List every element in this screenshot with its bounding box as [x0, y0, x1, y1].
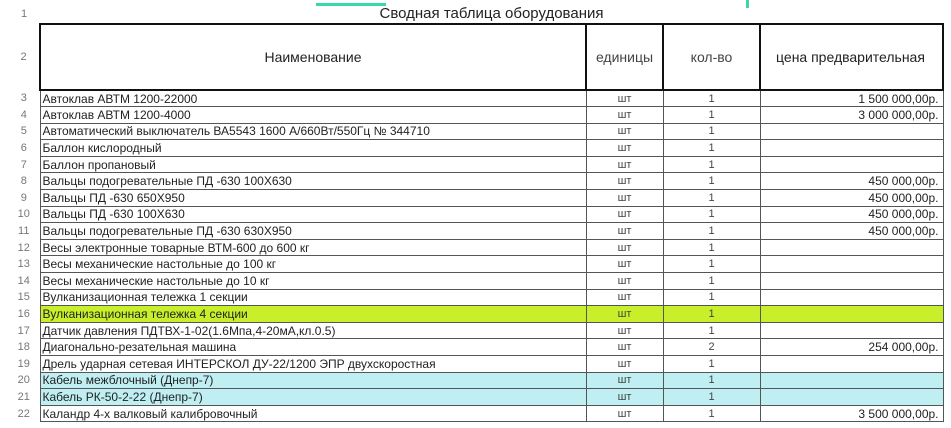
cell-qty[interactable]: 1 — [663, 90, 760, 107]
row-number: 14 — [17, 274, 30, 287]
cell-unit[interactable]: шт — [586, 140, 663, 157]
cell-unit[interactable]: шт — [586, 339, 663, 356]
row-number: 12 — [17, 241, 30, 254]
cell-price[interactable]: 3 500 000,00р. — [760, 405, 943, 422]
table-row — [8, 107, 943, 124]
table-row — [8, 306, 943, 323]
cell-name[interactable]: Вальцы ПД -630 650Х950 — [40, 190, 586, 207]
cell-unit[interactable]: шт — [586, 372, 663, 389]
cell-price[interactable] — [760, 256, 943, 273]
row-number: 11 — [18, 225, 30, 238]
cell-name[interactable]: Кабель РК-50-2-22 (Днепр-7) — [40, 389, 586, 406]
cell-price[interactable] — [760, 156, 943, 173]
cell-unit[interactable]: шт — [586, 256, 663, 273]
cell-qty[interactable]: 1 — [663, 190, 760, 207]
cell-unit[interactable]: шт — [586, 405, 663, 422]
cell-qty[interactable]: 1 — [663, 306, 760, 323]
header-row — [8, 24, 943, 90]
table-row — [8, 173, 943, 190]
row-number: 4 — [20, 108, 27, 121]
cell-name[interactable]: Каландр 4-х валковый калибровочный — [40, 405, 586, 422]
table-row — [8, 256, 943, 273]
cell-unit[interactable]: шт — [586, 190, 663, 207]
cell-name[interactable]: Вальцы подогревательные ПД -630 100Х630 — [40, 173, 586, 190]
cell-price[interactable]: 450 000,00р. — [760, 190, 943, 207]
cell-price[interactable] — [760, 306, 943, 323]
cell-unit[interactable]: шт — [586, 289, 663, 306]
table-row — [8, 156, 943, 173]
row-number: 13 — [17, 258, 30, 271]
row-number: 6 — [20, 142, 27, 155]
cell-name[interactable]: Вулканизационная тележка 1 секции — [40, 289, 586, 306]
cell-price[interactable] — [760, 273, 943, 290]
row-number: 5 — [20, 125, 27, 138]
cell-unit[interactable]: шт — [586, 123, 663, 140]
cell-name[interactable]: Автоклав АВТМ 1200-22000 — [40, 90, 586, 107]
table-row — [8, 190, 943, 207]
cell-name[interactable]: Дрель ударная сетевая ИНТЕРСКОЛ ДУ-22/1200 ЭПР двухскоростная — [40, 356, 586, 373]
table-row — [8, 356, 943, 373]
row-number: 10 — [17, 208, 30, 221]
cell-qty[interactable]: 1 — [663, 372, 760, 389]
cell-name[interactable]: Автоклав АВТМ 1200-4000 — [40, 107, 586, 124]
cell-qty[interactable]: 1 — [663, 156, 760, 173]
cell-qty[interactable]: 1 — [663, 256, 760, 273]
cell-price[interactable] — [760, 372, 943, 389]
title-row — [8, 4, 943, 24]
cell-qty[interactable]: 1 — [663, 322, 760, 339]
cell-name[interactable]: Диагонально-резательная машина — [40, 339, 586, 356]
cell-unit[interactable]: шт — [586, 173, 663, 190]
row-number: 20 — [17, 374, 30, 387]
cell-name[interactable]: Весы электронные товарные ВТМ-600 до 600 кг — [40, 239, 586, 256]
row-number: 16 — [17, 308, 30, 321]
row-number: 21 — [17, 390, 30, 403]
cell-name[interactable]: Вулканизационная тележка 4 секции — [40, 306, 586, 323]
cell-price[interactable]: 450 000,00р. — [760, 223, 943, 240]
row-number: 2 — [20, 51, 27, 63]
cell-unit[interactable]: шт — [586, 90, 663, 107]
cell-unit[interactable]: шт — [586, 306, 663, 323]
cell-price[interactable] — [760, 322, 943, 339]
row-number: 3 — [20, 92, 27, 105]
table-row — [8, 405, 943, 422]
row-number: 1 — [20, 8, 28, 20]
table-row — [8, 322, 943, 339]
cell-unit[interactable]: шт — [586, 356, 663, 373]
cell-unit[interactable]: шт — [586, 206, 663, 223]
table-row — [8, 389, 943, 406]
row-number: 22 — [17, 407, 30, 420]
cell-unit[interactable]: шт — [586, 107, 663, 124]
table-row — [8, 206, 943, 223]
cell-qty[interactable]: 1 — [663, 289, 760, 306]
table-row — [8, 90, 943, 107]
cell-unit[interactable]: шт — [586, 239, 663, 256]
cell-name[interactable]: Автоматический выключатель ВА5543 1600 А/660Вт/550Гц № 344710 — [40, 123, 586, 140]
cell-unit[interactable]: шт — [586, 389, 663, 406]
row-number: 17 — [17, 324, 30, 337]
cell-unit[interactable]: шт — [586, 273, 663, 290]
cell-price[interactable] — [760, 389, 943, 406]
cell-price[interactable]: 254 000,00р. — [760, 339, 943, 356]
cell-price[interactable]: 450 000,00р. — [760, 206, 943, 223]
cell-qty[interactable]: 1 — [663, 239, 760, 256]
cell-qty[interactable]: 2 — [663, 339, 760, 356]
sheet-title[interactable]: Сводная таблица оборудования — [379, 5, 604, 22]
row-number: 9 — [20, 191, 27, 204]
cell-unit[interactable]: шт — [586, 322, 663, 339]
header-price[interactable]: цена предварительная — [760, 24, 943, 90]
table-row — [8, 339, 943, 356]
table-row — [8, 239, 943, 256]
cell-qty[interactable]: 1 — [663, 356, 760, 373]
row-number: 7 — [20, 158, 27, 171]
cell-qty[interactable]: 1 — [663, 140, 760, 157]
equipment-table — [8, 4, 944, 422]
cell-unit[interactable]: шт — [586, 223, 663, 240]
cell-name[interactable]: Весы механические настольные до 10 кг — [40, 273, 586, 290]
cell-name[interactable]: Весы механические настольные до 100 кг — [40, 256, 586, 273]
cell-price[interactable]: 450 000,00р. — [760, 173, 943, 190]
cell-qty[interactable]: 1 — [663, 223, 760, 240]
header-qty[interactable]: кол-во — [663, 24, 760, 90]
cell-qty[interactable]: 1 — [663, 206, 760, 223]
cell-qty[interactable]: 1 — [663, 173, 760, 190]
cell-price[interactable] — [760, 239, 943, 256]
cell-qty[interactable]: 1 — [663, 405, 760, 422]
row-number: 8 — [20, 175, 27, 188]
table-row — [8, 123, 943, 140]
cell-price[interactable] — [760, 123, 943, 140]
cell-qty[interactable]: 1 — [663, 273, 760, 290]
cell-price[interactable]: 1 500 000,00р. — [760, 90, 943, 107]
table-row — [8, 289, 943, 306]
cell-price[interactable] — [760, 140, 943, 157]
header-unit[interactable]: единицы — [586, 24, 663, 90]
cell-name[interactable]: Датчик давления ПДТВХ-1-02(1.6Мпа,4-20мА,кл.0.5) — [40, 322, 586, 339]
row-number: 19 — [17, 357, 30, 370]
header-name[interactable]: Наименование — [40, 24, 586, 90]
cell-name[interactable]: Баллон кислородный — [40, 140, 586, 157]
table-row — [8, 223, 943, 240]
cell-qty[interactable]: 1 — [663, 123, 760, 140]
cell-qty[interactable]: 1 — [663, 389, 760, 406]
cell-name[interactable]: Баллон пропановый — [40, 156, 586, 173]
cell-unit[interactable]: шт — [586, 156, 663, 173]
table-row — [8, 140, 943, 157]
cell-price[interactable] — [760, 356, 943, 373]
cell-price[interactable]: 3 000 000,00р. — [760, 107, 943, 124]
cell-name[interactable]: Вальцы ПД -630 100Х630 — [40, 206, 586, 223]
cell-name[interactable]: Кабель межблочный (Днепр-7) — [40, 372, 586, 389]
cell-price[interactable] — [760, 289, 943, 306]
table-row — [8, 273, 943, 290]
cell-name[interactable]: Вальцы подогревательные ПД -630 630Х950 — [40, 223, 586, 240]
table-row — [8, 372, 943, 389]
row-number: 18 — [17, 341, 30, 354]
row-number: 15 — [17, 291, 30, 304]
cell-qty[interactable]: 1 — [663, 107, 760, 124]
